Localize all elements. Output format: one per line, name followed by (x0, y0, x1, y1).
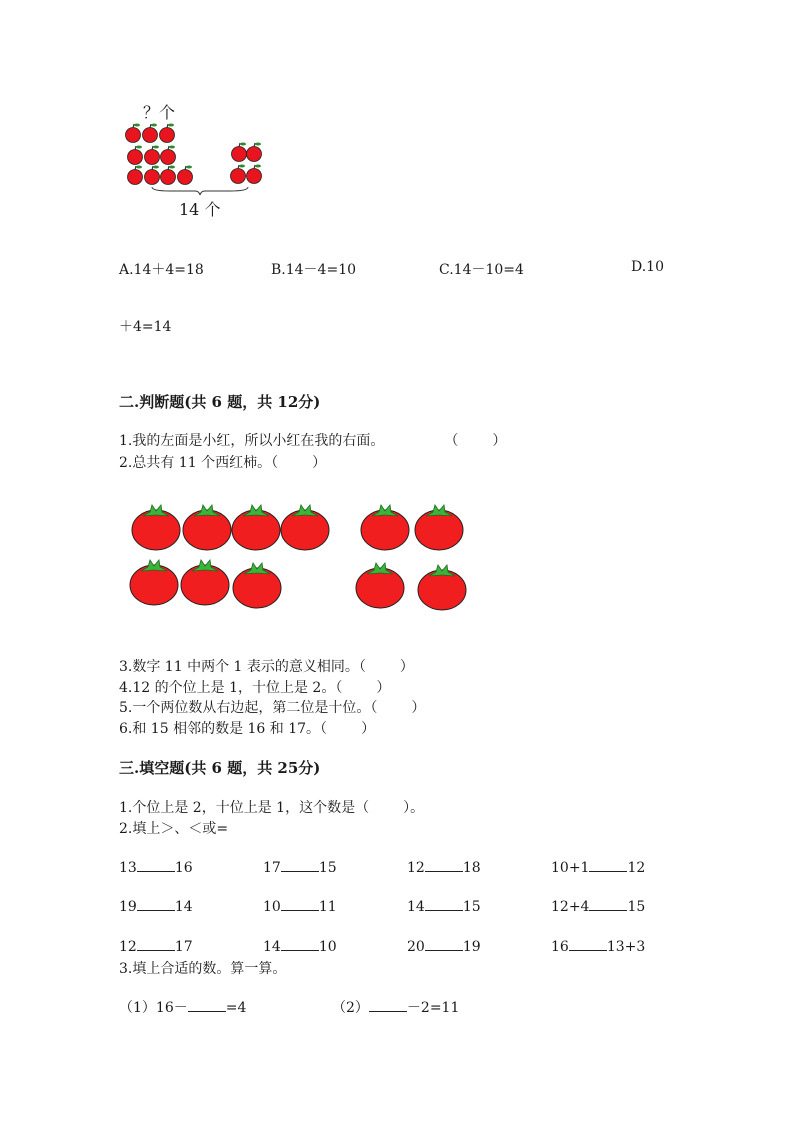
judge-item-5-paren-close: ） (411, 700, 426, 716)
compare-item (119, 937, 193, 955)
compare-item (119, 897, 193, 915)
compare-item (407, 858, 481, 876)
figure-total-label: 14 个 (179, 200, 221, 219)
tomato-icon (415, 505, 463, 550)
compare-blank[interactable] (425, 897, 463, 911)
apple-icon (128, 146, 143, 165)
calc-problem-1 (119, 997, 246, 1017)
fill-item-2: 2.填上＞、＜或= (119, 821, 229, 837)
brace-mark (152, 187, 248, 195)
compare-item (263, 858, 337, 876)
compare-right: 18 (462, 860, 481, 876)
compare-blank[interactable] (137, 897, 175, 911)
apple-icon (160, 124, 175, 143)
compare-right: 11 (318, 899, 337, 915)
compare-left: 17 (263, 860, 281, 876)
apple-icon (143, 124, 158, 143)
judge-item-4 (119, 677, 390, 697)
apple-icon (178, 166, 193, 185)
compare-left: 13 (119, 860, 137, 876)
compare-right: 15 (627, 899, 646, 915)
judge-item-3 (119, 656, 414, 676)
apple-icon (145, 146, 160, 165)
judge-item-2 (119, 452, 326, 472)
fill-item-1 (119, 797, 424, 817)
compare-right: 15 (318, 860, 337, 876)
compare-item (551, 897, 645, 915)
compare-blank[interactable] (281, 937, 319, 951)
tomato-icon (233, 563, 281, 608)
tomato-icon (418, 565, 466, 610)
compare-right: 19 (462, 939, 481, 955)
compare-right: 17 (174, 939, 193, 955)
judge-item-6-paren-close: ） (361, 721, 376, 737)
compare-item (263, 937, 337, 955)
apple-icon (145, 166, 160, 185)
compare-blank[interactable] (569, 937, 607, 951)
judge-item-5-text: 5.一个两位数从右边起，第二位是十位。（ (119, 700, 378, 716)
apple-icon (232, 143, 247, 162)
calc-problem-2-prefix: （2） (332, 1000, 369, 1016)
choice-d-continued: ＋4=14 (119, 319, 172, 335)
fill-item-3: 3.填上合适的数。算一算。 (119, 961, 287, 977)
tomato-icon (356, 563, 404, 608)
compare-item (551, 858, 645, 876)
compare-left: 10+1 (551, 860, 590, 876)
calc-problem-1-suffix: =4 (225, 1000, 247, 1016)
compare-item (407, 937, 481, 955)
apple-icon (161, 146, 176, 165)
compare-left: 12+4 (551, 899, 590, 915)
judge-item-4-paren-close: ） (376, 680, 391, 696)
tomato-icon (361, 505, 409, 550)
judge-item-2-paren-close: ） (312, 455, 327, 471)
judge-item-5 (119, 697, 425, 717)
apple-icon (247, 165, 262, 184)
choice-a[interactable]: A.14＋4=18 (119, 262, 204, 278)
compare-right: 13+3 (606, 939, 646, 955)
compare-right: 14 (174, 899, 193, 915)
compare-left: 16 (551, 939, 569, 955)
calc-problem-1-prefix: （1）16－ (119, 1000, 188, 1016)
judge-item-1-text: 1.我的左面是小红，所以小红在我的右面。 (119, 433, 385, 449)
compare-left: 10 (263, 899, 281, 915)
apple-icon (231, 165, 246, 184)
compare-left: 20 (407, 939, 425, 955)
compare-left: 12 (119, 939, 137, 955)
compare-item (263, 897, 337, 915)
apple-icon (247, 143, 262, 162)
compare-blank[interactable] (281, 858, 319, 872)
fill-item-1-text: 1.个位上是 2，十位上是 1，这个数是（ (119, 800, 370, 816)
compare-blank[interactable] (137, 937, 175, 951)
calc-problem-2-suffix: －2=11 (406, 1000, 460, 1016)
compare-blank[interactable] (589, 858, 627, 872)
compare-left: 14 (407, 899, 425, 915)
compare-blank[interactable] (137, 858, 175, 872)
judge-item-2-text: 2.总共有 11 个西红柿。（ (119, 455, 279, 471)
compare-right: 10 (318, 939, 337, 955)
apple-icon (161, 166, 176, 185)
compare-blank[interactable] (589, 897, 627, 911)
compare-blank[interactable] (425, 937, 463, 951)
compare-item (407, 897, 481, 915)
judge-item-3-paren-close: ） (399, 659, 414, 675)
apple-icon (126, 124, 141, 143)
tomato-icon (183, 505, 231, 550)
compare-left: 14 (263, 939, 281, 955)
judge-item-6 (119, 718, 375, 738)
compare-left: 12 (407, 860, 425, 876)
judge-item-4-text: 4.12 的个位上是 1，十位上是 2。（ (119, 680, 343, 696)
judge-item-6-text: 6.和 15 相邻的数是 16 和 17。（ (119, 721, 328, 737)
tomato-icon (181, 560, 229, 605)
compare-item (119, 858, 193, 876)
compare-right: 16 (174, 860, 193, 876)
judge-item-1-paren-open: （ (444, 433, 459, 449)
compare-blank[interactable] (281, 897, 319, 911)
judge-item-1-paren-close: ） (492, 433, 507, 449)
tomato-icon (232, 505, 280, 550)
fill-item-1-paren-close: ）。 (403, 800, 425, 816)
apple-icon (128, 166, 143, 185)
figure-question-label: ？个 (143, 103, 176, 122)
section2-title: 二.判断题(共 6 题，共 12分) (119, 393, 321, 411)
calc-problem-2 (332, 997, 459, 1017)
tomato-icon (281, 505, 329, 550)
calc-blank-2[interactable] (369, 998, 407, 1012)
tomato-icon (132, 505, 180, 550)
choice-b[interactable]: B.14－4=10 (271, 262, 357, 278)
compare-left: 19 (119, 899, 137, 915)
judge-item-3-text: 3.数字 11 中两个 1 表示的意义相同。（ (119, 659, 366, 675)
choice-c[interactable]: C.14－10=4 (439, 262, 524, 278)
compare-right: 12 (627, 860, 646, 876)
compare-blank[interactable] (425, 858, 463, 872)
section3-title: 三.填空题(共 6 题，共 25分) (119, 759, 321, 777)
compare-right: 15 (462, 899, 481, 915)
choice-d[interactable]: D.10 (631, 259, 664, 275)
tomato-icon (130, 560, 178, 605)
judge-item-1 (119, 430, 506, 450)
compare-item (551, 937, 645, 955)
calc-blank-1[interactable] (188, 998, 226, 1012)
